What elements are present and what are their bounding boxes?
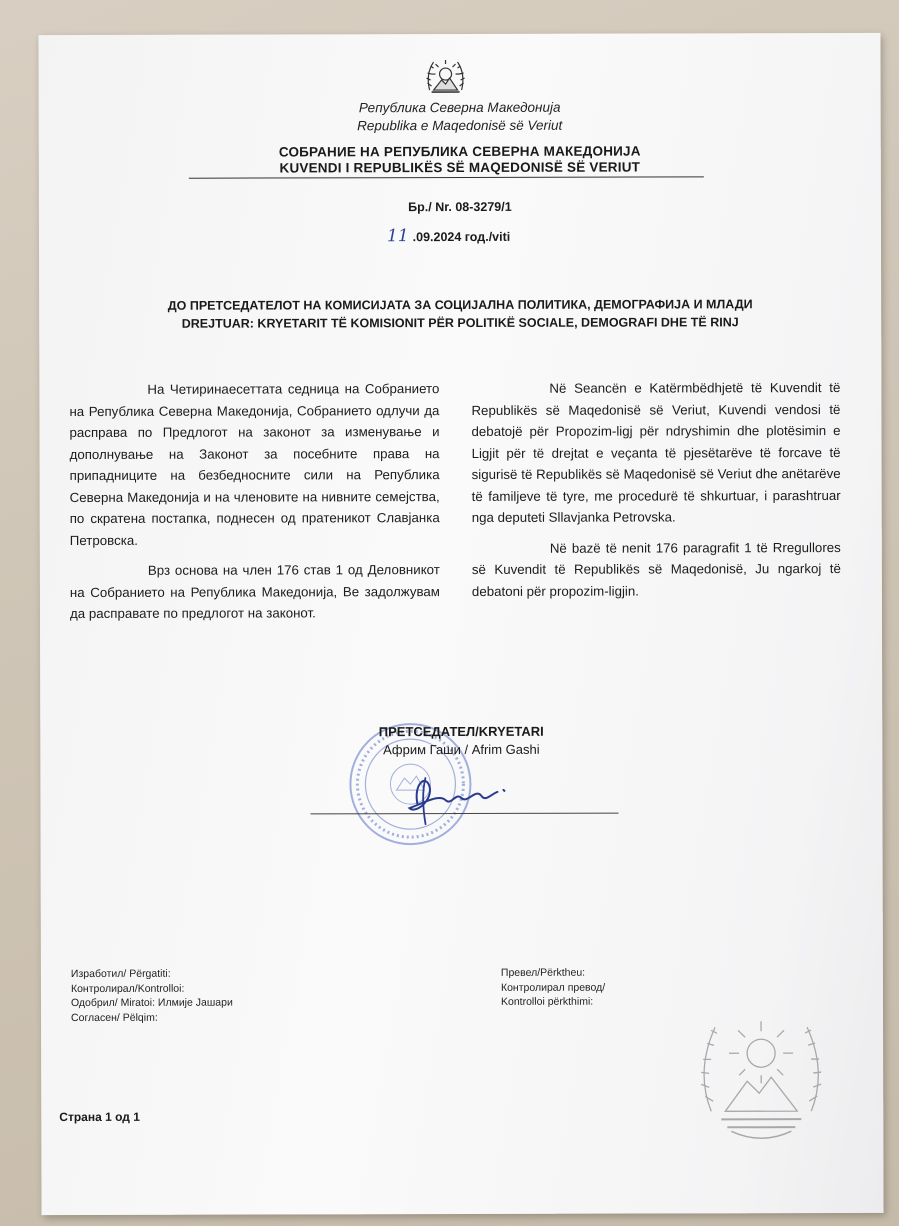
handwritten-signature-icon	[395, 764, 525, 828]
date-rest: .09.2024 год./viti	[412, 229, 511, 245]
republic-name-mk: Република Северна Македонија	[358, 99, 561, 116]
signatory-title: ПРЕТСЕДАТЕЛ/KRYETARI	[378, 723, 544, 740]
body-column-mk	[69, 378, 440, 633]
body-column-sq	[471, 377, 841, 611]
document-page	[38, 33, 883, 1215]
addressee-sq: DREJTUAR: KRYETARIT TË KOMISIONIT PËR POLITIKË SOCIALE, DEMOGRAFI DHE TË RINJ	[181, 315, 739, 331]
registration-number: Бр./ Nr. 08-3279/1	[408, 199, 512, 215]
footer-line: Контролирал/Kontrolloi:	[70, 982, 185, 995]
assembly-name-mk: СОБРАНИЕ НА РЕПУБЛИКА СЕВЕРНА МАКЕДОНИЈА	[278, 143, 641, 160]
footer-line: Изработил/ Përgatiti:	[70, 967, 171, 981]
body-paragraph: Врз основа на член 176 став 1 од Деловникот на Собранието на Република Македонија, Ве задолжувам да расправате по предлогот на законот.	[69, 562, 440, 622]
body-paragraph: Në bazë të nenit 176 paragrafit 1 të Rregullores së Kuvendit të Republikës së Maqedonisë, Ju ngarkoj të debatoni për propozim-ligjin.	[471, 539, 841, 599]
body-paragraph: На Четиринаесеттата седница на Собранието на Република Северна Македонија, Собранието одлучи да расправа по Предлогот на законот за изменување и дополнување на Законот за посебните права на припадниците на безбедносните сили на Република Северна Македонија и на членовите на нивните семејства, по скратена постапка, поднесен од пратеникот Славјанка Петровска.	[69, 381, 440, 548]
coat-of-arms-icon	[419, 50, 471, 102]
header-divider	[189, 176, 704, 178]
republic-name-sq: Republika e Maqedonisë së Veriut	[357, 117, 563, 134]
footer-line: Kontrolloi përkthimi:	[500, 995, 594, 1008]
footer-line: Одобрил/ Miratoi: Илмије Јашари	[70, 996, 233, 1010]
assembly-name-sq: KUVENDI I REPUBLIKËS SË MAQEDONISË SË VERIUT	[279, 159, 641, 176]
footer-translation	[501, 966, 605, 1010]
footer-line: Превел/Përktheu:	[500, 966, 586, 979]
document-date	[387, 226, 510, 246]
footer-approvals	[71, 967, 233, 1025]
footer-line: Согласен/ Pëlqim:	[71, 1011, 158, 1024]
signatory-name: Африм Гаши / Afrim Gashi	[383, 741, 540, 758]
handwritten-day: 11	[386, 226, 409, 247]
embossed-seal-icon	[681, 991, 841, 1151]
footer-line: Контролирал превод/	[500, 981, 606, 994]
body-paragraph: Në Seancën e Katërmbëdhjetë të Kuvendit të Republikës së Maqedonisë së Veriut, Kuvendi vendosi të debatojë për Propozim-ligj për ndryshimin dhe plotësimin e Ligjit për të drejtat e veçanta të pjesëtarëve të forcave të sigurisë të Republikës së Maqedonisë së Veriut dhe anëtarëve të familjeve të tyre, me procedurë të shkurtuar, i parashtruar nga deputeti Sllavjanka Petrovska.	[471, 380, 841, 525]
addressee-mk: ДО ПРЕТСЕДАТЕЛОТ НА КОМИСИЈАТА ЗА СОЦИЈАЛНА ПОЛИТИКА, ДЕМОГРАФИЈА И МЛАДИ	[167, 297, 753, 313]
page-number: Страна 1 од 1	[59, 1109, 140, 1125]
